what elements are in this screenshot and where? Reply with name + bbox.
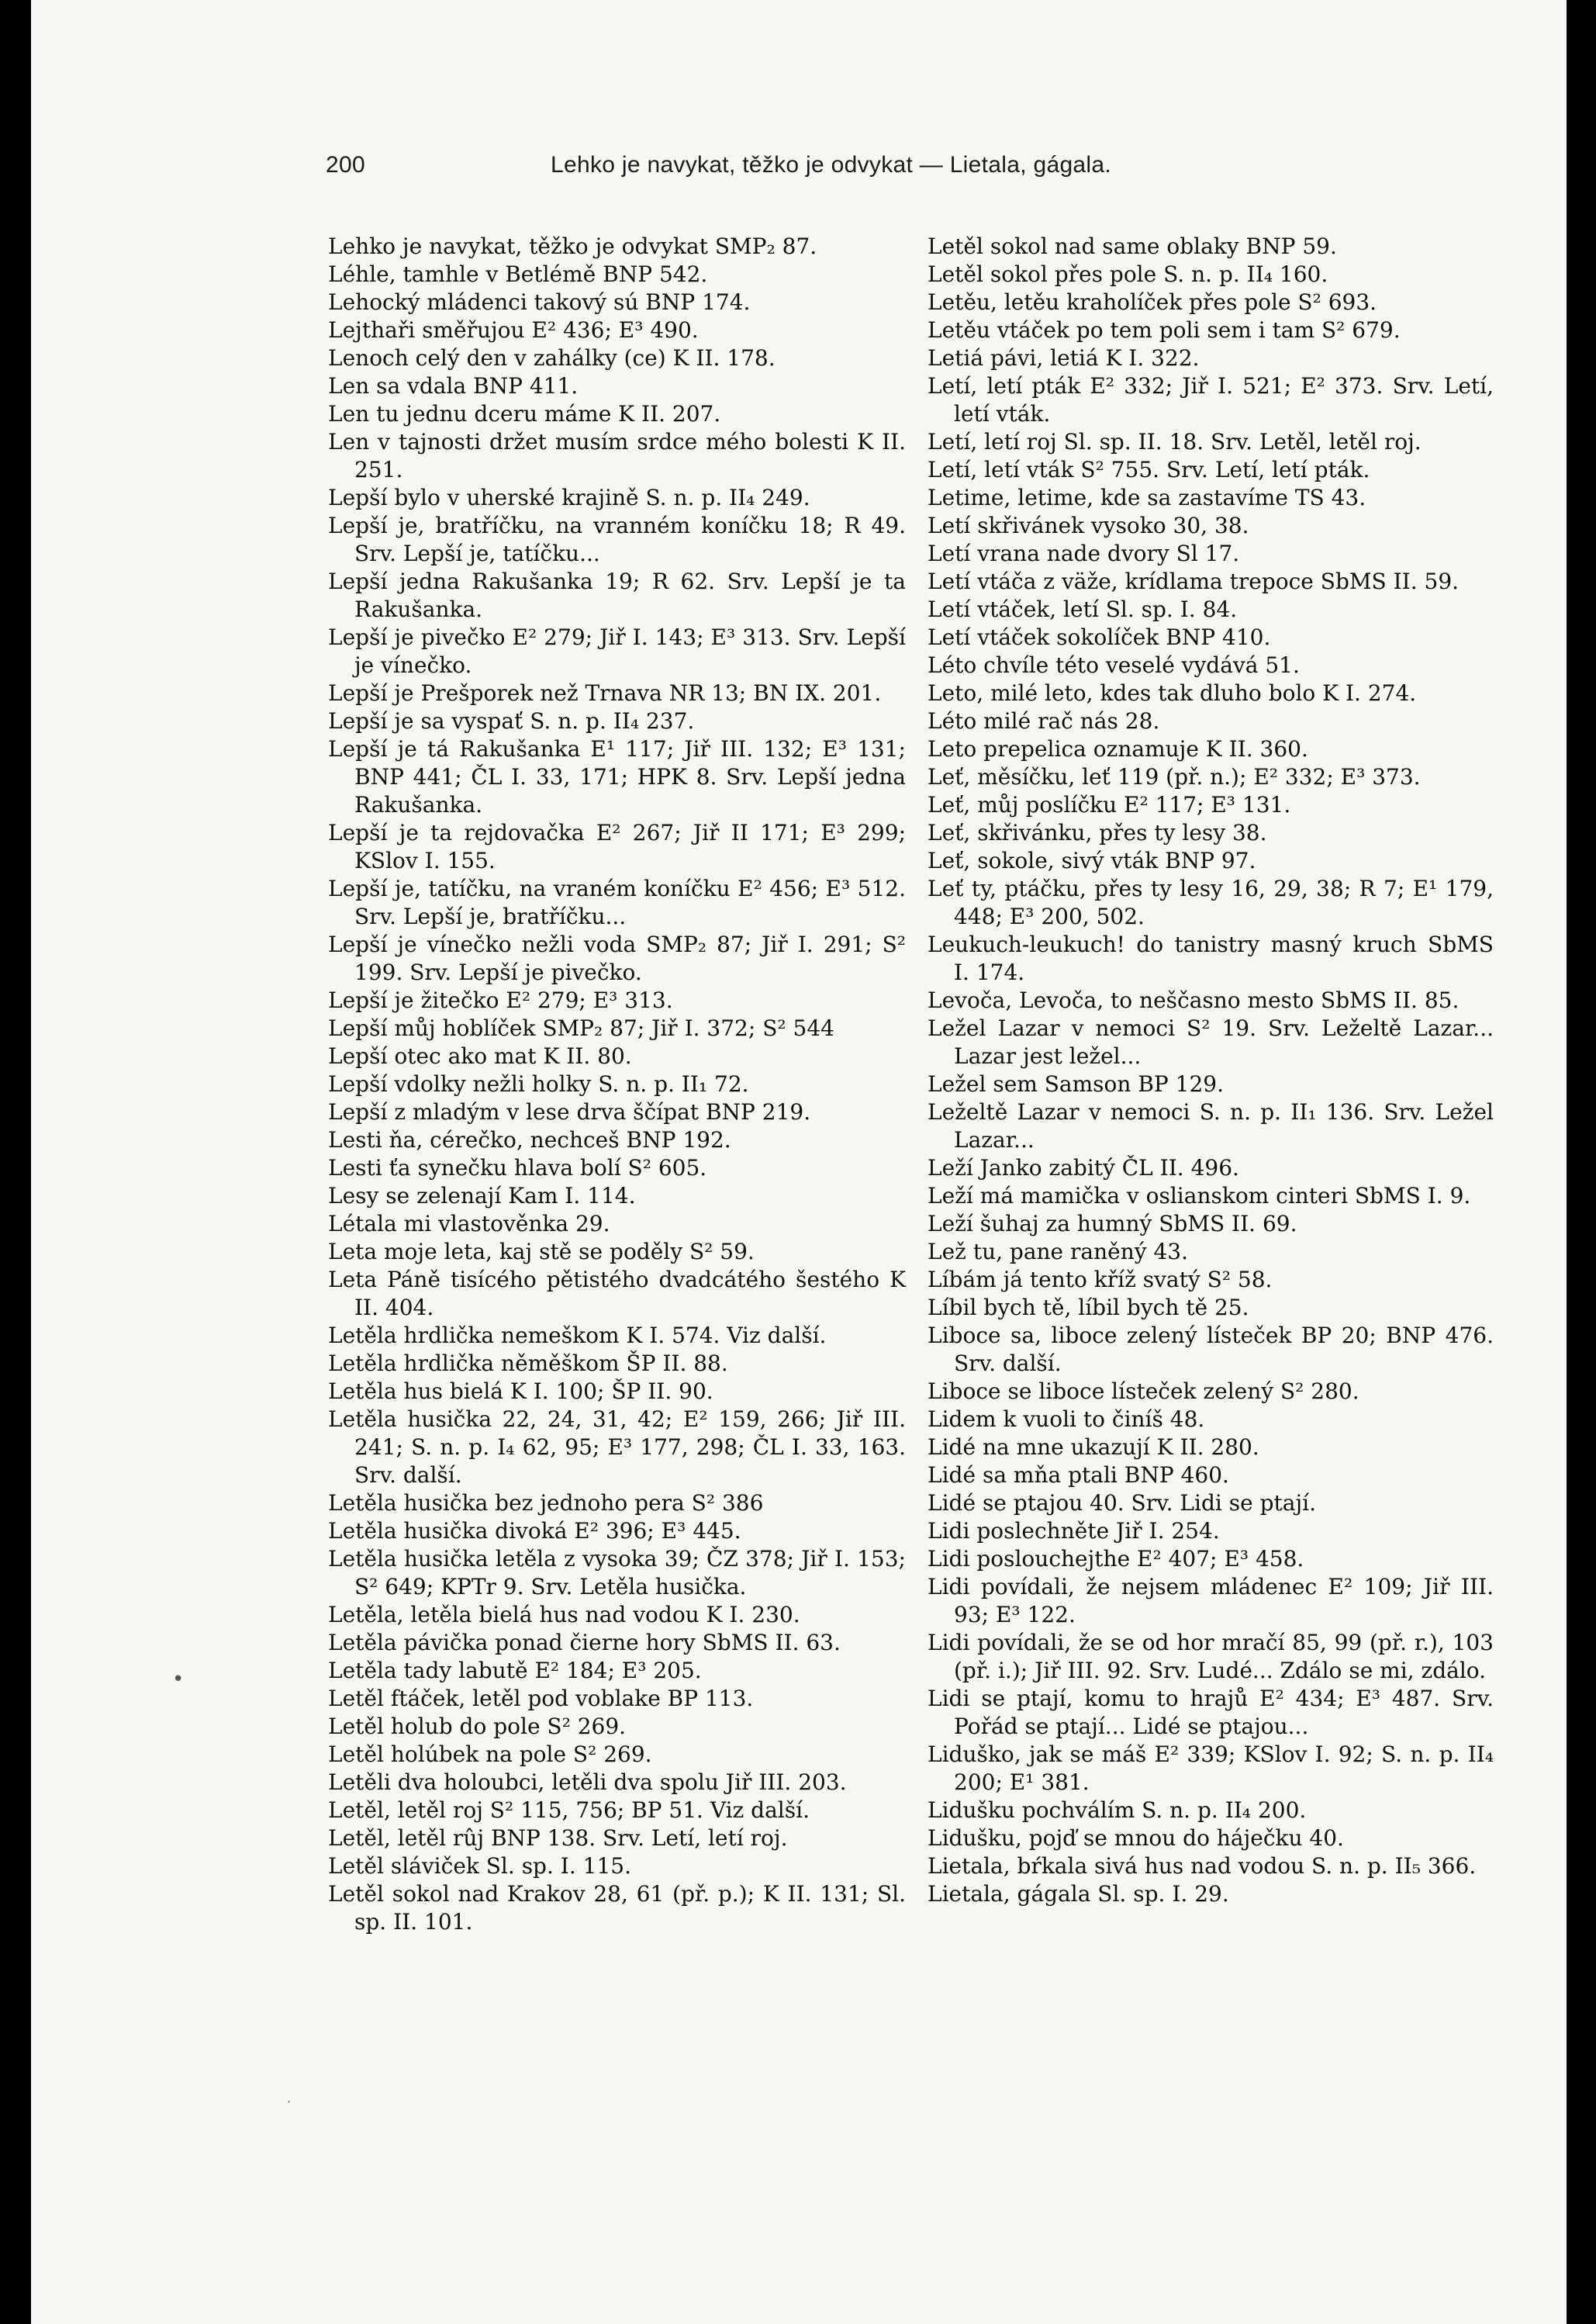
index-entry: Letí, letí pták E² 332; Jiř I. 521; E² 373. Srv. Letí, letí vták. [928,373,1494,427]
index-entry: Leto, milé leto, kdes tak dluho bolo K I. 274. [928,680,1417,706]
index-entry: Lepší můj hoblíček SMP₂ 87; Jiř I. 372; S² 544 [328,1015,834,1041]
index-entry: Leť, sokole, sivý vták BNP 97. [928,848,1256,873]
index-entry: Lepší jedna Rakušanka 19; R 62. Srv. Lepší je ta Rakušanka. [328,569,906,622]
index-entry: Letiá pávi, letiá K I. 322. [928,345,1200,371]
index-entry: Lidi poslouchejthe E² 407; E³ 458. [928,1546,1304,1572]
index-entry: Lesy se zelenají Kam I. 114. [328,1183,636,1209]
index-entry: Leží šuhaj za humný SbMS II. 69. [928,1211,1297,1236]
index-entry: Letěl, letěl roj S² 115, 756; BP 51. Viz další. [328,1797,810,1823]
index-entry: Letěla husička 22, 24, 31, 42; E² 159, 266; Jiř III. 241; S. n. p. I₄ 62, 95; E³ 177, 298; ČL I. 33, 163. Srv. další. [328,1406,906,1488]
index-entry: Lidušku pochválím S. n. p. II₄ 200. [928,1797,1307,1823]
index-entry: Lepší z mladým v lese drva ščípat BNP 219. [328,1099,811,1125]
index-entry: Leželtě Lazar v nemoci S. n. p. II₁ 136. Srv. Ležel Lazar... [928,1099,1494,1153]
index-entry: Letěl sokol přes pole S. n. p. II₄ 160. [928,261,1328,287]
index-entry: Lidi poslechněte Jiř I. 254. [928,1518,1220,1544]
index-entry: Letěl holub do pole S² 269. [328,1714,627,1739]
index-entry: Letí, letí roj Sl. sp. II. 18. Srv. Letěl, letěl roj. [928,429,1422,455]
index-entry: Lejthaři směřujou E² 436; E³ 490. [328,317,699,343]
index-entry: Leží Janko zabitý ČL II. 496. [928,1155,1239,1181]
index-entry: Lidé se ptajou 40. Srv. Lidi se ptají. [928,1490,1316,1516]
index-entry: Lepší je žitečko E² 279; E³ 313. [328,987,673,1013]
index-entry: Lesti ňa, cérečko, nechceš BNP 192. [328,1127,731,1153]
index-entry: Lidi se ptají, komu to hrajů E² 434; E³ 487. Srv. Pořád se ptají... Lidé se ptajou... [928,1686,1494,1739]
index-entry: Lepší je pivečko E² 279; Jiř I. 143; E³ 313. Srv. Lepší je vínečko. [328,624,906,678]
index-entry: Lenoch celý den v zahálky (ce) K II. 178. [328,345,776,371]
index-entry: Lepší otec ako mat K II. 80. [328,1043,632,1069]
index-entry: Lepší je ta rejdovačka E² 267; Jiř II 171; E³ 299; KSlov I. 155. [328,820,906,873]
index-entry: Leť, měsíčku, leť 119 (př. n.); E² 332; E³ 373. [928,764,1421,790]
index-entry: Leť, můj poslíčku E² 117; E³ 131. [928,792,1291,818]
index-entry: Lidem k vuoli to činíš 48. [928,1406,1205,1432]
index-entry: Lidi povídali, že se od hor mračí 85, 99 (př. r.), 103 (př. i.); Jiř III. 92. Srv. Ludé... Zdálo se mi, zdálo. [928,1630,1494,1683]
index-entry: Lepší je Prešporek než Trnava NR 13; BN IX. 201. [328,680,882,706]
index-entry: Liboce sa, liboce zelený lísteček BP 20; BNP 476. Srv. další. [928,1323,1494,1376]
index-entry: Letěla hrdlička něměškom ŠP II. 88. [328,1350,728,1376]
index-entry: Lepší vdolky nežli holky S. n. p. II₁ 72. [328,1071,749,1097]
index-entry: Letěu vtáček po tem poli sem i tam S² 679. [928,317,1401,343]
index-entry: Letěla husička divoká E² 396; E³ 445. [328,1518,741,1544]
page-title: Lehko je navykat, těžko je odvykat — Lietala, gágala. [551,152,1111,178]
index-entry: Létala mi vlastověnka 29. [328,1211,610,1236]
index-entry: Letí, letí vták S² 755. Srv. Letí, letí pták. [928,457,1370,482]
index-entry: Len tu jednu dceru máme K II. 207. [328,401,721,427]
index-entry: Leukuch-leukuch! do tanistry masný kruch SbMS I. 174. [928,932,1494,985]
index-entry: Letí vtáček, letí Sl. sp. I. 84. [928,597,1238,622]
index-entry: Lepší je vínečko nežli voda SMP₂ 87; Jiř I. 291; S² 199. Srv. Lepší je pivečko. [328,932,906,985]
index-entry: Leť ty, ptáčku, přes ty lesy 16, 29, 38; R 7; E¹ 179, 448; E³ 200, 502. [928,876,1494,929]
index-entry: Ležel sem Samson BP 129. [928,1071,1224,1097]
index-entry: Lepší je tá Rakušanka E¹ 117; Jiř III. 132; E³ 131; BNP 441; ČL I. 33, 171; HPK 8. Srv. Lepší jedna Rakušanka. [328,736,906,818]
index-entry: Leto prepelica oznamuje K II. 360. [928,736,1308,762]
index-entry: Letěu, letěu kraholíček přes pole S² 693. [928,289,1377,315]
index-entry: Letěl sokol nad Krakov 28, 61 (př. p.); K II. 131; Sl. sp. II. 101. [328,1881,906,1935]
index-entry: Líbil bych tě, líbil bych tě 25. [928,1295,1249,1320]
index-entry: Lidé na mne ukazují K II. 280. [928,1434,1259,1460]
index-entry: Letěla hus bielá K I. 100; ŠP II. 90. [328,1378,713,1404]
index-entry: Leta moje leta, kaj stě se poděly S² 59. [328,1239,755,1264]
index-entry: Léto milé rač nás 28. [928,708,1160,734]
index-entry: Lepší je sa vyspať S. n. p. II₄ 237. [328,708,695,734]
index-entry: Liduško, jak se máš E² 339; KSlov I. 92; S. n. p. II₄ 200; E¹ 381. [928,1741,1494,1795]
index-entry: Letí vtáča z väže, krídlama trepoce SbMS II. 59. [928,569,1460,594]
index-entry: Léto chvíle této veselé vydává 51. [928,652,1300,678]
index-entry: Lidi povídali, že nejsem mládenec E² 109; Jiř III. 93; E³ 122. [928,1574,1494,1627]
index-entry: Lidé sa mňa ptali BNP 460. [928,1462,1229,1488]
index-entry: Letěli dva holoubci, letěli dva spolu Jiř III. 203. [328,1769,847,1795]
index-entry: Letěl sláviček Sl. sp. I. 115. [328,1853,631,1879]
index-entry: Lepší je, tatíčku, na vraném koníčku E² 456; E³ 512. Srv. Lepší je, bratříčku... [328,876,906,929]
index-entry: Letěl ftáček, letěl pod voblake BP 113. [328,1686,754,1711]
margin-mark: · [287,2094,292,2109]
index-entry: Líbám já tento kříž svatý S² 58. [928,1267,1273,1292]
index-entry: Letěla pávička ponad čierne hory SbMS II. 63. [328,1630,841,1655]
index-entry: Lidušku, pojď se mnou do háječku 40. [928,1825,1344,1851]
index-entry: Lehko je navykat, těžko je odvykat SMP₂ 87. [328,233,817,259]
index-entry: Letí skřivánek vysoko 30, 38. [928,513,1249,538]
index-entry: Lesti ťa synečku hlava bolí S² 605. [328,1155,707,1181]
index-entry: Leží má mamička v oslianskom cinteri SbMS I. 9. [928,1183,1471,1209]
page [31,0,1567,2324]
index-entry: Letí vrana nade dvory Sl 17. [928,541,1240,566]
page-number: 200 [326,152,365,178]
index-entry: Letěla hrdlička nemeškom K I. 574. Viz další. [328,1323,827,1348]
index-entry: Letí vtáček sokolíček BNP 410. [928,624,1271,650]
index-entry: Leta Páně tisícého pětistého dvadcátého šestého K II. 404. [328,1267,906,1320]
index-column-right [928,233,1494,1908]
index-entry: Letěla husička bez jednoho pera S² 386 [328,1490,764,1516]
index-entry: Letěl holúbek na pole S² 269. [328,1741,652,1767]
index-column-left [328,233,906,1936]
index-entry: Letěla tady labutě E² 184; E³ 205. [328,1658,702,1683]
index-entry: Léhle, tamhle v Betlémě BNP 542. [328,261,708,287]
margin-dot: • [172,1668,185,1691]
index-entry: Len v tajnosti držet musím srdce mého bolesti K II. 251. [328,429,906,482]
index-entry: Len sa vdala BNP 411. [328,373,579,399]
index-entry: Letěla husička letěla z vysoka 39; ČZ 378; Jiř I. 153; S² 649; KPTr 9. Srv. Letěla husička. [328,1546,906,1599]
index-entry: Lepší je, bratříčku, na vranném koníčku 18; R 49. Srv. Lepší je, tatíčku... [328,513,906,566]
running-head [326,152,1349,183]
index-entry: Letime, letime, kde sa zastavíme TS 43. [928,485,1366,510]
index-entry: Letěla, letěla bielá hus nad vodou K I. 230. [328,1602,800,1627]
index-entry: Lež tu, pane raněný 43. [928,1239,1188,1264]
index-entry: Letěl, letěl rûj BNP 138. Srv. Letí, letí roj. [328,1825,788,1851]
index-entry: Liboce se liboce lísteček zelený S² 280. [928,1378,1359,1404]
index-entry: Ležel Lazar v nemoci S² 19. Srv. Leželtě Lazar... Lazar jest ležel... [928,1015,1494,1069]
index-entry: Lietala, gágala Sl. sp. I. 29. [928,1881,1229,1907]
index-entry: Letěl sokol nad same oblaky BNP 59. [928,233,1337,259]
index-entry: Levoča, Levoča, to neščasno mesto SbMS II. 85. [928,987,1460,1013]
index-entry: Lepší bylo v uherské krajině S. n. p. II₄ 249. [328,485,810,510]
index-entry: Leť, skřivánku, přes ty lesy 38. [928,820,1267,846]
index-entry: Lietala, bŕkala sivá hus nad vodou S. n. p. II₅ 366. [928,1853,1477,1879]
index-entry: Lehocký mládenci takový sú BNP 174. [328,289,751,315]
